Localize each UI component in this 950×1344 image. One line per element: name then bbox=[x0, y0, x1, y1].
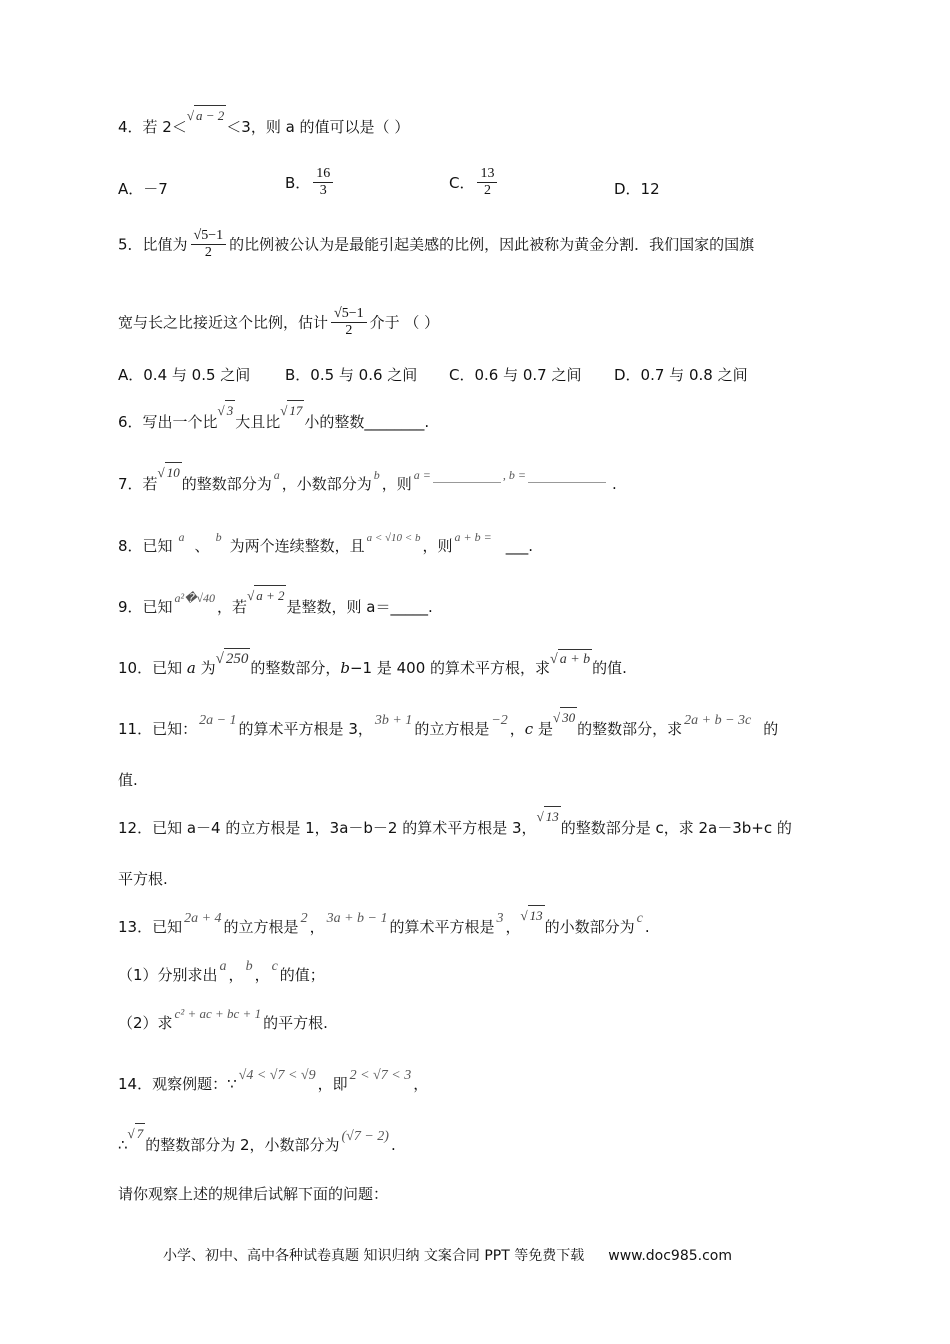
q14-p2: ，即 bbox=[317, 1075, 348, 1093]
q9-line bbox=[118, 588, 433, 618]
q7-end: . bbox=[611, 475, 617, 493]
q13-s1-b: b bbox=[245, 959, 253, 974]
q7-var-b: b bbox=[373, 468, 380, 482]
q7-radicand: 10 bbox=[165, 462, 182, 483]
q4-c-numerator: 13 bbox=[477, 166, 497, 183]
q4-prefix: 4．若 2＜ bbox=[118, 118, 187, 136]
q13-s1-suffix: 的值； bbox=[279, 966, 325, 984]
q5-frac-numerator: √5−1 bbox=[191, 228, 227, 245]
q14-p3: ， bbox=[413, 1075, 429, 1093]
q5-line1 bbox=[118, 228, 754, 261]
q13-s2-prefix: （2）求 bbox=[118, 1014, 173, 1032]
q5-c-label: C．0.6 与 0.7 之间 bbox=[449, 366, 582, 384]
q6-radicand-1: 3 bbox=[225, 400, 236, 421]
q11-radical: √ 30 bbox=[553, 707, 577, 728]
q12-p1: 12．已知 a－4 的立方根是 1，3a－b－2 的算术平方根是 3， bbox=[118, 819, 537, 837]
footer-text: 小学、初中、高中各种试卷真题 知识归纳 文案合同 PPT 等免费下载 bbox=[163, 1248, 585, 1264]
q14-expression: (√7 − 2) bbox=[341, 1129, 389, 1144]
q11-expr-2: 3b + 1 bbox=[374, 713, 413, 728]
q9-expression: a²�√40 bbox=[174, 591, 216, 605]
q13-sub2 bbox=[118, 1006, 328, 1034]
q6-radical-1: √ 3 bbox=[218, 400, 236, 421]
q12-radical: √ 13 bbox=[537, 806, 561, 827]
q5-frac2-numerator: √5−1 bbox=[331, 306, 367, 323]
q13-radicand: 13 bbox=[528, 905, 545, 926]
q10-var-b: b bbox=[340, 659, 350, 677]
q8-line bbox=[118, 530, 533, 558]
q13-p4: 的算术平方根是 bbox=[389, 918, 495, 936]
q5-p3: 宽与长之比接近这个比例，估计 bbox=[118, 313, 329, 332]
q8-var-a: a bbox=[178, 530, 185, 544]
q7-a-eq: a = bbox=[413, 468, 431, 482]
q4-c-label: C． bbox=[449, 174, 475, 192]
q4-option-a bbox=[118, 178, 168, 199]
q13-p6: 的小数部分为 bbox=[544, 918, 635, 936]
q12-line2 bbox=[118, 869, 168, 889]
q7-blank-a[interactable] bbox=[433, 482, 501, 483]
q14-line1 bbox=[118, 1068, 429, 1096]
q11-line1 bbox=[118, 710, 779, 741]
q6-p2: 大且比 bbox=[235, 413, 281, 431]
q9-radical: √ a + 2 bbox=[247, 585, 286, 606]
q11-p1: 11．已知： bbox=[118, 720, 198, 738]
q4-rest: ＜3，则 a 的值可以是（ ） bbox=[226, 118, 410, 136]
q8-p3: ，则 bbox=[422, 537, 453, 555]
q11-line2 bbox=[118, 770, 138, 790]
q11-p2: 的算术平方根是 3， bbox=[238, 720, 373, 738]
q13-s1-c: c bbox=[271, 959, 278, 974]
q7-p2: 的整数部分为 bbox=[181, 475, 272, 493]
q5-p2: 的比例被公认为是最能引起美感的比例，因此被称为黄金分割．我们国家的国旗 bbox=[229, 235, 755, 254]
q11-p5: 是 bbox=[533, 720, 553, 738]
q7-p4: ，则 bbox=[381, 475, 412, 493]
q8-p1: 8．已知 bbox=[118, 537, 173, 555]
q13-expr-2: 2 bbox=[300, 911, 308, 926]
q10-var-a: a bbox=[186, 659, 196, 677]
q5-frac2-denominator: 2 bbox=[345, 323, 353, 338]
q7-radical: √ 10 bbox=[158, 462, 182, 483]
q8-blank: ___. bbox=[505, 537, 533, 555]
q5-p4: 介于 （ ） bbox=[369, 313, 440, 332]
q9-p1: 9．已知 bbox=[118, 598, 173, 616]
q8-p2: 为两个连续整数，且 bbox=[229, 537, 365, 555]
q13-s2-suffix: 的平方根. bbox=[263, 1014, 328, 1032]
q5-option-c bbox=[449, 364, 582, 385]
q6-line bbox=[118, 403, 430, 433]
q5-option-a bbox=[118, 364, 250, 385]
q10-p2: 为 bbox=[195, 659, 216, 677]
q8-sep: 、 bbox=[194, 537, 210, 555]
q14-p4: ∴ bbox=[118, 1136, 128, 1154]
q13-sub1 bbox=[118, 959, 325, 987]
q11-expr-1: 2a − 1 bbox=[199, 713, 237, 728]
q11-var-c: c bbox=[524, 720, 534, 738]
q10-radicand-1: 250 bbox=[224, 648, 251, 669]
q14-p7: 请你观察上述的规律后试解下面的问题： bbox=[118, 1185, 389, 1203]
q10-p1: 10．已知 bbox=[118, 659, 187, 677]
q9-p2: ，若 bbox=[217, 598, 248, 616]
q11-p6: 的整数部分，求 bbox=[577, 720, 683, 738]
q13-radical: √ 13 bbox=[521, 905, 545, 926]
q7-p3: ，小数部分为 bbox=[281, 475, 372, 493]
q7-b-eq: , b = bbox=[502, 468, 526, 482]
q14-p1: 14．观察例题：∵ bbox=[118, 1075, 237, 1093]
q4-radical: √ a − 2 bbox=[187, 105, 226, 126]
q6-p1: 6．写出一个比 bbox=[118, 413, 218, 431]
q14-line3 bbox=[118, 1184, 388, 1204]
q11-expr-4: 2a + b − 3c bbox=[684, 713, 752, 728]
q12-p2: 的整数部分是 c，求 2a－3b+c 的 bbox=[560, 819, 792, 837]
q5-d-label: D．0.7 与 0.8 之间 bbox=[614, 366, 748, 384]
q4-d-label: D．12 bbox=[614, 180, 660, 198]
q13-s1-a: a bbox=[219, 959, 227, 974]
q14-p6: . bbox=[390, 1136, 396, 1154]
q11-line2-text: 值. bbox=[118, 771, 138, 789]
q13-s1-sep2: ， bbox=[254, 966, 270, 984]
q14-radicand: 7 bbox=[135, 1123, 146, 1144]
q11-p7: 的 bbox=[763, 720, 779, 738]
q11-expr-3: −2 bbox=[491, 713, 508, 728]
q8-inequality: a < √10 < b bbox=[366, 532, 421, 544]
q13-p2: 的立方根是 bbox=[223, 918, 299, 936]
q13-expr-3: 3a + b − 1 bbox=[326, 911, 388, 926]
q5-option-b bbox=[285, 364, 417, 385]
q5-option-d bbox=[614, 364, 748, 385]
q4-c-denominator: 2 bbox=[483, 183, 491, 198]
q4-radicand: a − 2 bbox=[194, 105, 226, 126]
q6-radical-2: √ 17 bbox=[280, 400, 304, 421]
q5-a-label: A．0.4 与 0.5 之间 bbox=[118, 366, 251, 384]
q7-var-a: a bbox=[273, 468, 280, 482]
q5-p1: 5．比值为 bbox=[118, 235, 188, 254]
q4-a-label: A．－7 bbox=[118, 180, 168, 198]
q5-fraction-2 bbox=[331, 306, 367, 339]
q10-radicand-2: a + b bbox=[558, 649, 592, 670]
q10-p3: 的整数部分， bbox=[250, 659, 341, 677]
q13-s1-prefix: （1）分别求出 bbox=[118, 966, 218, 984]
q13-p7: . bbox=[644, 918, 650, 936]
q4-option-c bbox=[449, 166, 500, 199]
q14-line2 bbox=[118, 1126, 396, 1157]
q4-c-fraction bbox=[477, 166, 497, 199]
q5-line2 bbox=[118, 306, 439, 339]
q7-line bbox=[118, 465, 617, 495]
q6-radicand-2: 17 bbox=[287, 400, 304, 421]
q5-b-label: B．0.5 与 0.6 之间 bbox=[285, 366, 418, 384]
page-footer bbox=[163, 1245, 732, 1265]
q4-b-fraction bbox=[313, 166, 333, 199]
q10-radical-2: √ a + b bbox=[550, 649, 592, 670]
q6-p3: 小的整数________. bbox=[304, 413, 430, 431]
q5-fraction-1 bbox=[191, 228, 227, 261]
q7-p1: 7．若 bbox=[118, 475, 158, 493]
q8-sum: a + b = bbox=[454, 530, 492, 544]
q12-line2-text: 平方根. bbox=[118, 870, 168, 888]
q4-option-d bbox=[614, 178, 660, 199]
q13-line bbox=[118, 908, 650, 939]
q13-p3: ， bbox=[309, 918, 325, 936]
q14-inequality-1: √4 < √7 < √9 bbox=[238, 1068, 316, 1083]
q13-s2-expr: c² + ac + bc + 1 bbox=[174, 1006, 262, 1021]
q4-b-numerator: 16 bbox=[313, 166, 333, 183]
q13-expr-5: c bbox=[636, 911, 643, 926]
q14-radical: √ 7 bbox=[128, 1123, 146, 1144]
q5-frac-denominator: 2 bbox=[204, 245, 212, 260]
q4-stem bbox=[118, 108, 410, 138]
q13-expr-1: 2a + 4 bbox=[184, 911, 222, 926]
q14-p5: 的整数部分为 2，小数部分为 bbox=[145, 1136, 340, 1154]
q9-radicand: a + 2 bbox=[254, 585, 286, 606]
q11-p4: ， bbox=[509, 720, 525, 738]
q13-s1-sep1: ， bbox=[228, 966, 244, 984]
q4-option-b bbox=[285, 166, 336, 199]
q4-b-denominator: 3 bbox=[319, 183, 327, 198]
footer-link[interactable]: www.doc985.com bbox=[608, 1248, 732, 1264]
q8-var-b: b bbox=[215, 530, 222, 544]
q7-blank-b[interactable] bbox=[528, 482, 606, 483]
q14-inequality-2: 2 < √7 < 3 bbox=[349, 1068, 412, 1083]
q12-line1 bbox=[118, 809, 792, 839]
q13-p1: 13．已知 bbox=[118, 918, 183, 936]
q12-radicand: 13 bbox=[544, 806, 561, 827]
q11-radicand: 30 bbox=[560, 707, 577, 728]
q9-p3: 是整数，则 a＝_____. bbox=[286, 598, 433, 616]
q13-expr-4: 3 bbox=[496, 911, 504, 926]
q10-p4: −1 是 400 的算术平方根，求 bbox=[349, 659, 551, 677]
q11-p3: 的立方根是 bbox=[414, 720, 490, 738]
q10-line bbox=[118, 651, 627, 680]
q4-b-label: B． bbox=[285, 174, 311, 192]
q13-p5: ， bbox=[505, 918, 521, 936]
q10-p5: 的值. bbox=[592, 659, 627, 677]
q10-radical-1: √ 250 bbox=[216, 648, 251, 669]
